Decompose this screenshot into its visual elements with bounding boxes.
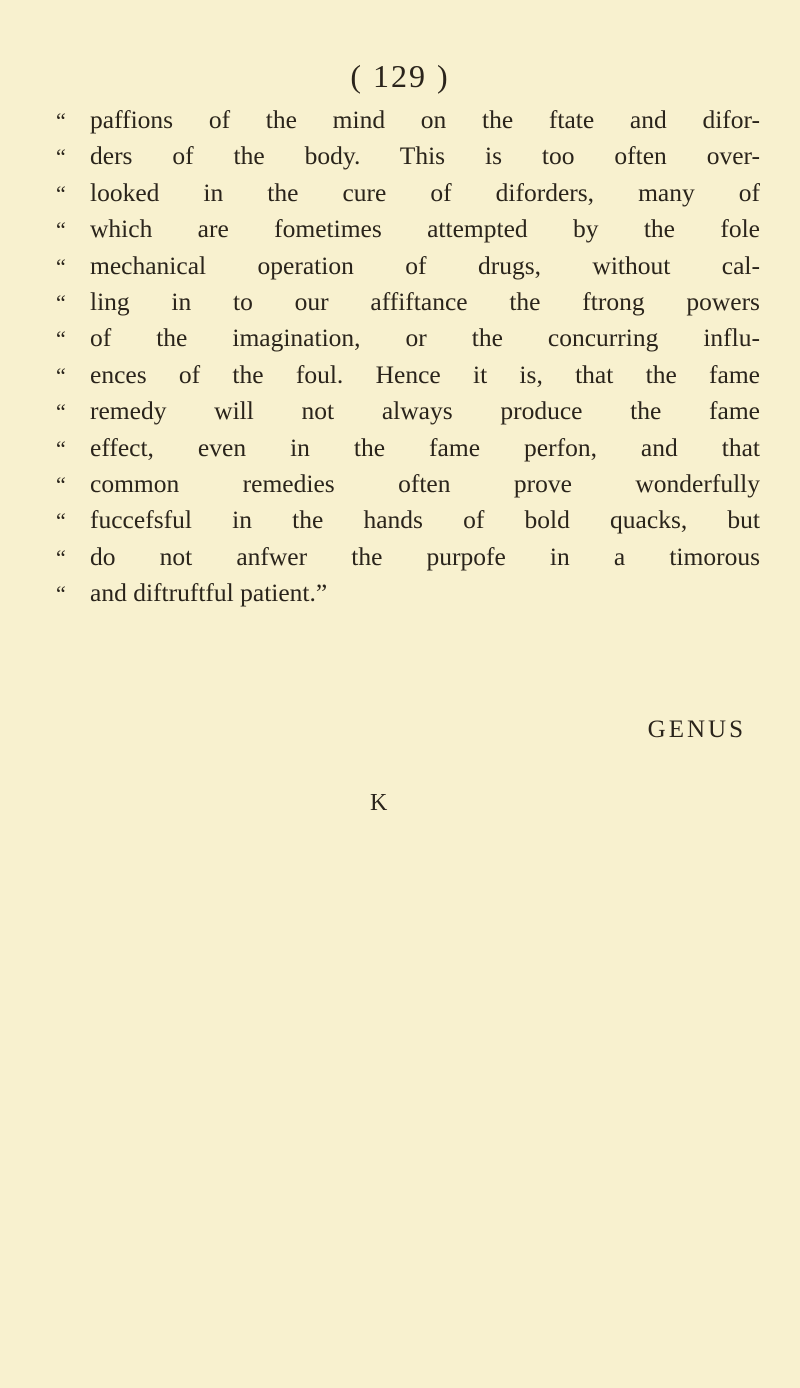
quote-mark: “ xyxy=(56,581,66,607)
text-line xyxy=(56,357,760,393)
line-text: effect, even in the fame perfon, and that xyxy=(90,432,760,462)
line-text: ders of the body. This is too often over- xyxy=(90,141,760,171)
text-line xyxy=(56,175,760,211)
quote-mark: “ xyxy=(56,508,66,534)
line-text: common remedies often prove wonderfully xyxy=(90,468,760,498)
quote-mark: “ xyxy=(56,326,66,352)
line-text: which are fometimes attempted by the fole xyxy=(90,214,760,244)
line-text: looked in the cure of diforders, many of xyxy=(90,177,760,207)
text-line xyxy=(56,502,760,538)
quote-mark: “ xyxy=(56,399,66,425)
line-text: do not anfwer the purpofe in a timorous xyxy=(90,541,760,571)
quote-mark: “ xyxy=(56,108,66,133)
text-line xyxy=(56,248,760,284)
text-line xyxy=(56,284,760,320)
line-text: paffions of the mind on the ftate and difor- xyxy=(90,105,760,134)
text-line xyxy=(56,320,760,356)
line-text: of the imagination, or the concurring influ- xyxy=(90,323,760,353)
line-text: ences of the foul. Hence it is, that the fame xyxy=(90,359,760,389)
quote-mark: “ xyxy=(56,362,66,388)
quote-mark: “ xyxy=(56,180,66,206)
text-line xyxy=(56,393,760,429)
quote-mark: “ xyxy=(56,253,66,279)
quote-mark: “ xyxy=(56,217,66,243)
page-number: ( 129 ) xyxy=(350,58,450,94)
text-line xyxy=(56,102,760,138)
quote-mark: “ xyxy=(56,144,66,170)
text-line xyxy=(56,539,760,575)
line-text: and diftruftful patient.” xyxy=(90,578,328,608)
quote-mark: “ xyxy=(56,544,66,570)
body-text xyxy=(56,102,760,611)
text-line xyxy=(56,575,760,611)
signature-mark: K xyxy=(370,790,388,816)
text-line xyxy=(56,138,760,174)
line-text: ling in to our affiftance the ftrong powers xyxy=(90,286,760,316)
catchword: GENUS xyxy=(647,716,746,743)
line-text: fuccefsful in the hands of bold quacks, but xyxy=(90,505,760,535)
quote-mark: “ xyxy=(56,289,66,315)
text-line xyxy=(56,466,760,502)
quote-mark: “ xyxy=(56,435,66,461)
line-text: mechanical operation of drugs, without cal- xyxy=(90,250,760,280)
line-text: remedy will not always produce the fame xyxy=(90,396,760,426)
text-line xyxy=(56,211,760,247)
quote-mark: “ xyxy=(56,471,66,497)
text-line xyxy=(56,430,760,466)
